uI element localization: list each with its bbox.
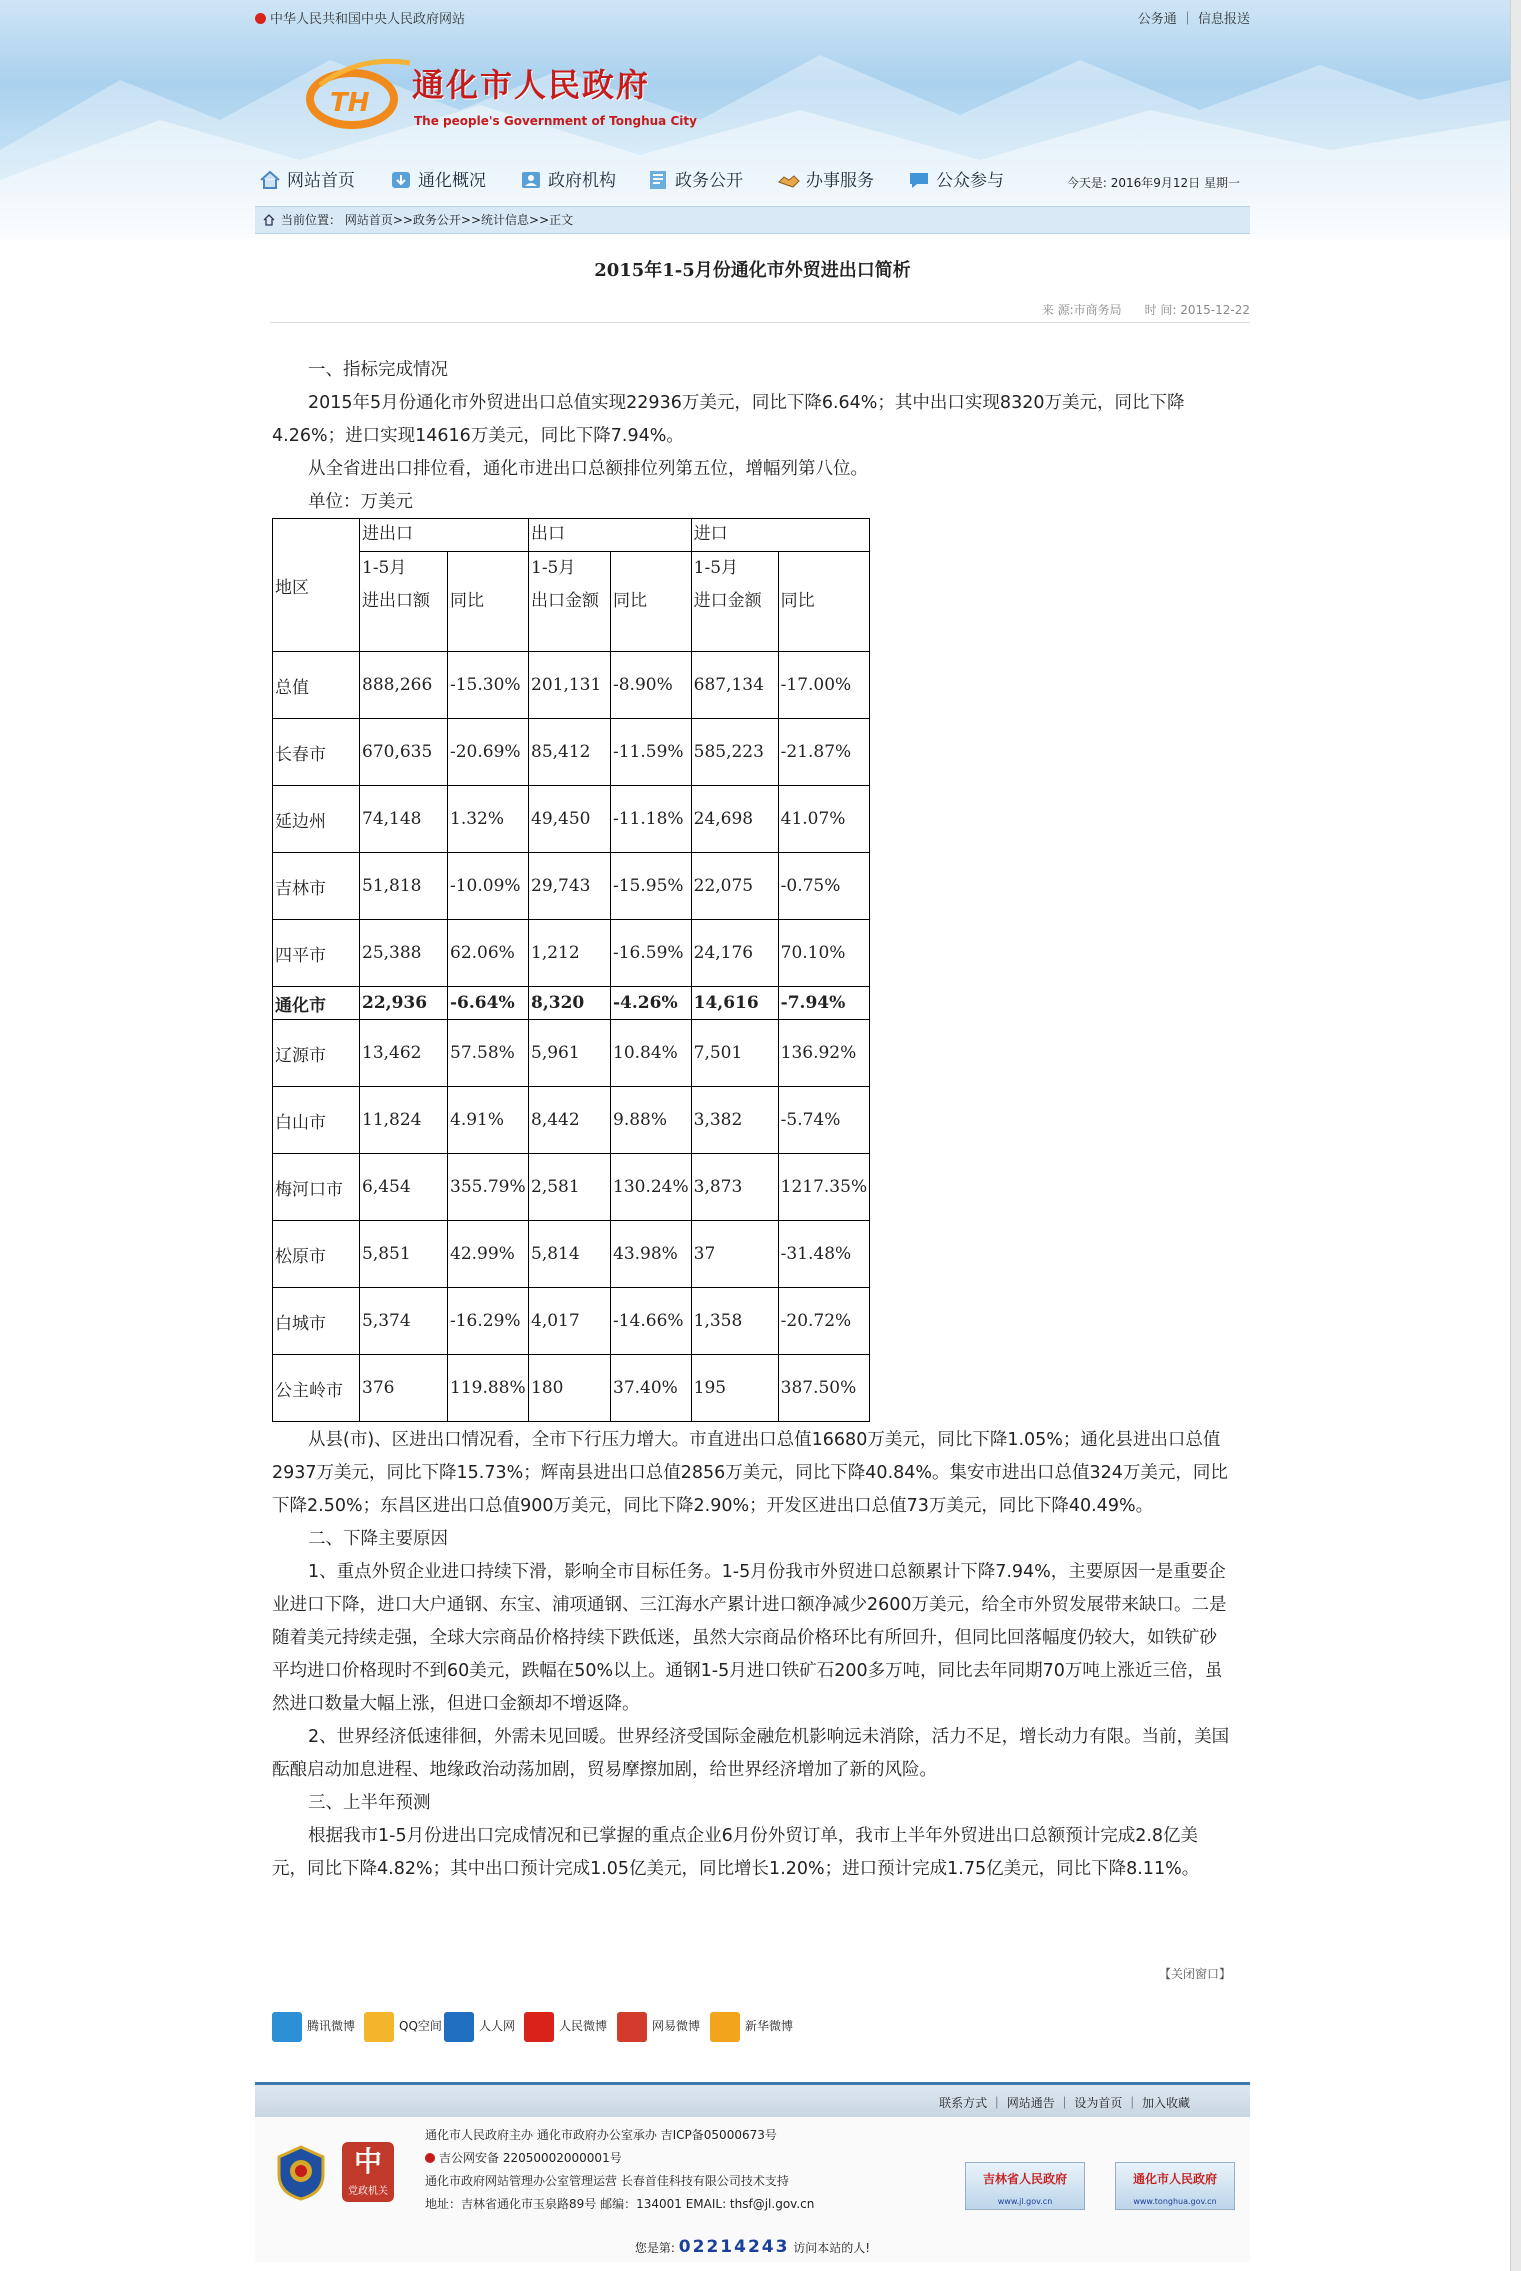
party-gov-badge[interactable] bbox=[342, 2142, 394, 2202]
table-subheader-cell: 同比 bbox=[611, 552, 692, 652]
section-heading: 二、下降主要原因 bbox=[308, 1529, 448, 1549]
home-icon bbox=[259, 170, 281, 190]
table-row bbox=[273, 786, 870, 853]
paragraph: 从全省进出口排位看，通化市进出口总额排位列第五位，增幅列第八位。 bbox=[308, 459, 868, 479]
share-label: 人人网 bbox=[479, 2019, 516, 2033]
people-weibo-icon bbox=[524, 2012, 554, 2042]
site-header bbox=[0, 0, 1510, 240]
article-time: 时 间: 2015-12-22 bbox=[1144, 303, 1250, 317]
value-cell: 6,454 bbox=[360, 1154, 448, 1221]
value-cell: 9.88% bbox=[611, 1087, 692, 1154]
value-cell: 5,961 bbox=[529, 1020, 611, 1087]
trade-table-body bbox=[273, 519, 870, 1422]
today-date: 今天是: 2016年9月12日 星期一 bbox=[1066, 176, 1240, 190]
value-cell: -6.64% bbox=[448, 987, 529, 1020]
value-cell: 57.58% bbox=[448, 1020, 529, 1087]
value-cell: 355.79% bbox=[448, 1154, 529, 1221]
share-tencent-weibo[interactable] bbox=[272, 2009, 355, 2043]
badge-emblem-icon: 中 bbox=[353, 2145, 382, 2178]
badge-label: 党政机关 bbox=[348, 2186, 388, 2197]
table-row bbox=[273, 1355, 870, 1422]
visit-count: 02214243 bbox=[678, 2237, 790, 2257]
value-cell: -5.74% bbox=[778, 1087, 869, 1154]
value-cell: 3,873 bbox=[691, 1154, 778, 1221]
paragraph: 从县(市)、区进出口情况看，全市下行压力增大。市直进出口总值16680万美元，同比下降1.05%；通化县进出口总值2937万美元，同比下降15.73%；辉南县进出口总值2856万美元，同比下降40.84%。集安市进出口总值324万美元，同比下降2.50%；东昌区进出口总值900万美元，同比下降2.90%；开发区进出口总值73万美元，同比下降40.49%。 bbox=[272, 1430, 1228, 1516]
value-cell: 387.50% bbox=[778, 1355, 869, 1422]
site-subtitle: The people's Government of Tonghua City bbox=[414, 114, 697, 128]
nav-participation[interactable] bbox=[908, 170, 1004, 192]
share-label: QQ空间 bbox=[399, 2019, 442, 2033]
qzone-star-icon bbox=[364, 2012, 394, 2042]
value-cell: 670,635 bbox=[360, 719, 448, 786]
visit-counter bbox=[255, 2237, 1250, 2257]
trade-table-wrapper bbox=[272, 518, 870, 1422]
value-cell: 376 bbox=[360, 1355, 448, 1422]
value-cell: -4.26% bbox=[611, 987, 692, 1020]
nav-overview-label: 通化概况 bbox=[418, 171, 486, 191]
value-cell: 49,450 bbox=[529, 786, 611, 853]
value-cell: 22,936 bbox=[360, 987, 448, 1020]
people-icon bbox=[520, 170, 542, 190]
value-cell: 201,131 bbox=[529, 652, 611, 719]
value-cell: 5,851 bbox=[360, 1221, 448, 1288]
nav-services[interactable] bbox=[778, 170, 874, 192]
region-cell: 延边州 bbox=[273, 786, 360, 853]
value-cell: 1,358 bbox=[691, 1288, 778, 1355]
footer-line: 吉公网安备 22050002000001号 bbox=[425, 2147, 814, 2170]
table-subheader-cell: 1-5月 进口金额 bbox=[691, 552, 778, 652]
site-footer bbox=[255, 2082, 1250, 2262]
region-cell: 白城市 bbox=[273, 1288, 360, 1355]
value-cell: 41.07% bbox=[778, 786, 869, 853]
top-right-links[interactable]: 公务通 ｜ 信息报送 bbox=[1137, 12, 1250, 27]
table-row bbox=[273, 1221, 870, 1288]
value-cell: 62.06% bbox=[448, 920, 529, 987]
share-label: 网易微博 bbox=[652, 2019, 701, 2033]
nav-home[interactable] bbox=[259, 170, 355, 192]
section-heading: 一、指标完成情况 bbox=[308, 360, 448, 380]
value-cell: -31.48% bbox=[778, 1221, 869, 1288]
share-people-weibo[interactable] bbox=[524, 2009, 607, 2043]
value-cell: 70.10% bbox=[778, 920, 869, 987]
value-cell: 24,698 bbox=[691, 786, 778, 853]
site-title: 通化市人民政府 bbox=[412, 66, 651, 104]
value-cell: 195 bbox=[691, 1355, 778, 1422]
share-label: 腾讯微博 bbox=[307, 2019, 356, 2033]
table-header-cell: 地区 bbox=[273, 519, 360, 652]
value-cell: 136.92% bbox=[778, 1020, 869, 1087]
value-cell: 43.98% bbox=[611, 1221, 692, 1288]
paragraph: 2、世界经济低速徘徊，外需未见回暖。世界经济受国际金融危机影响远未消除，活力不足，增长动力有限。当前，美国酝酿启动加息进程、地缘政治动荡加剧，贸易摩擦加剧，给世界经济增加了新的风险。 bbox=[272, 1727, 1230, 1780]
share-label: 新华微博 bbox=[745, 2019, 794, 2033]
table-header-row bbox=[273, 519, 870, 552]
visit-suffix: 访问本站的人! bbox=[793, 2241, 871, 2255]
region-cell: 公主岭市 bbox=[273, 1355, 360, 1422]
value-cell: 2,581 bbox=[529, 1154, 611, 1221]
value-cell: -11.18% bbox=[611, 786, 692, 853]
value-cell: 11,824 bbox=[360, 1087, 448, 1154]
value-cell: 3,382 bbox=[691, 1087, 778, 1154]
value-cell: 888,266 bbox=[360, 652, 448, 719]
table-subheader-cell: 同比 bbox=[448, 552, 529, 652]
visit-prefix: 您是第: bbox=[634, 2241, 675, 2255]
value-cell: 42.99% bbox=[448, 1221, 529, 1288]
share-label: 人民微博 bbox=[559, 2019, 608, 2033]
paragraph: 2015年5月份通化市外贸进出口总值实现22936万美元，同比下降6.64%；其中出口实现8320万美元，同比下降4.26%；进口实现14616万美元，同比下降7.94%。 bbox=[272, 393, 1185, 446]
main-nav bbox=[255, 166, 1250, 196]
value-cell: -16.59% bbox=[611, 920, 692, 987]
renren-icon bbox=[444, 2012, 474, 2042]
value-cell: 119.88% bbox=[448, 1355, 529, 1422]
region-cell: 吉林市 bbox=[273, 853, 360, 920]
share-netease-weibo[interactable] bbox=[617, 2009, 700, 2043]
footer-line: 地址：吉林省通化市玉泉路89号 邮编：134001 EMAIL: thsf@jl.gov.cn bbox=[425, 2197, 815, 2211]
jilin-gov-banner[interactable]: 吉林省人民政府 www.jl.gov.cn bbox=[965, 2162, 1085, 2210]
region-cell: 梅河口市 bbox=[273, 1154, 360, 1221]
table-header-cell: 进出口 bbox=[360, 519, 529, 552]
value-cell: 37 bbox=[691, 1221, 778, 1288]
value-cell: -7.94% bbox=[778, 987, 869, 1020]
value-cell: -16.29% bbox=[448, 1288, 529, 1355]
nav-public-affairs[interactable] bbox=[647, 170, 743, 192]
handshake-icon bbox=[778, 170, 800, 190]
value-cell: 1.32% bbox=[448, 786, 529, 853]
tencent-weibo-icon bbox=[272, 2012, 302, 2042]
document-icon bbox=[647, 170, 669, 190]
value-cell: 4,017 bbox=[529, 1288, 611, 1355]
value-cell: 25,388 bbox=[360, 920, 448, 987]
national-emblem-icon bbox=[255, 13, 266, 24]
article-body-bottom bbox=[272, 1424, 1232, 1886]
table-row bbox=[273, 652, 870, 719]
close-window-link[interactable]: 【关闭窗口】 bbox=[1158, 1967, 1231, 1981]
value-cell: 37.40% bbox=[611, 1355, 692, 1422]
region-cell: 总值 bbox=[273, 652, 360, 719]
table-row bbox=[273, 853, 870, 920]
region-cell: 白山市 bbox=[273, 1087, 360, 1154]
gov-link[interactable] bbox=[255, 8, 465, 27]
table-subheader-row bbox=[273, 552, 870, 652]
download-box-icon bbox=[390, 170, 412, 190]
value-cell: -15.30% bbox=[448, 652, 529, 719]
xinhua-weibo-icon bbox=[710, 2012, 740, 2042]
netease-weibo-icon bbox=[617, 2012, 647, 2042]
value-cell: -14.66% bbox=[611, 1288, 692, 1355]
value-cell: 5,374 bbox=[360, 1288, 448, 1355]
value-cell: -20.69% bbox=[448, 719, 529, 786]
value-cell: 7,501 bbox=[691, 1020, 778, 1087]
top-bar bbox=[255, 6, 1250, 28]
footer-line: 通化市人民政府主办 通化市政府办公室承办 吉ICP备05000673号 bbox=[425, 2128, 777, 2142]
trade-table bbox=[272, 518, 870, 1422]
table-row bbox=[273, 1154, 870, 1221]
region-cell: 辽源市 bbox=[273, 1020, 360, 1087]
table-subheader-cell: 1-5月 出口金额 bbox=[529, 552, 611, 652]
table-row bbox=[273, 1020, 870, 1087]
table-row bbox=[273, 987, 870, 1020]
share-renren[interactable] bbox=[444, 2009, 515, 2043]
table-header-cell: 出口 bbox=[529, 519, 692, 552]
table-row bbox=[273, 1087, 870, 1154]
region-cell: 通化市 bbox=[273, 987, 360, 1020]
police-badge-icon bbox=[275, 2145, 327, 2201]
value-cell: 180 bbox=[529, 1355, 611, 1422]
paragraph: 1、重点外贸企业进口持续下滑，影响全市目标任务。1-5月份我市外贸进口总额累计下降7.94%，主要原因一是重要企业进口下降，进口大户通钢、东宝、浦项通钢、三江海水产累计进口额净减少2600万美元，给全市外贸发展带来缺口。二是随着美元持续走强，全球大宗商品价格持续下跌低迷，虽然大宗商品价格环比有所回升，但同比回落幅度仍较大，如铁矿砂平均进口价格现时不到60美元，跌幅在50%以上。通钢1-5月进口铁矿石200多万吨，同比去年同期70万吨上涨近三倍，虽然进口数量大幅上涨，但进口金额却不增返降。 bbox=[272, 1562, 1227, 1714]
value-cell: 24,176 bbox=[691, 920, 778, 987]
value-cell: -20.72% bbox=[778, 1288, 869, 1355]
footer-bar bbox=[255, 2082, 1250, 2117]
value-cell: 14,616 bbox=[691, 987, 778, 1020]
region-cell: 四平市 bbox=[273, 920, 360, 987]
value-cell: 8,442 bbox=[529, 1087, 611, 1154]
logo-text: TH bbox=[330, 88, 370, 118]
paragraph: 根据我市1-5月份进出口完成情况和已掌握的重点企业6月份外贸订单，我市上半年外贸进出口总额预计完成2.8亿美元，同比下降4.82%；其中出口预计完成1.05亿美元，同比增长1.20%；进口预计完成1.75亿美元，同比下降8.11%。 bbox=[272, 1826, 1200, 1879]
breadcrumb-home-icon bbox=[263, 214, 275, 226]
value-cell: 4.91% bbox=[448, 1087, 529, 1154]
value-cell: -15.95% bbox=[611, 853, 692, 920]
region-cell: 长春市 bbox=[273, 719, 360, 786]
value-cell: 1217.35% bbox=[778, 1154, 869, 1221]
nav-agencies[interactable] bbox=[520, 170, 616, 192]
value-cell: 687,134 bbox=[691, 652, 778, 719]
meta-divider bbox=[270, 322, 1250, 323]
breadcrumb-text[interactable]: 当前位置： 网站首页>>政务公开>>统计信息>>正文 bbox=[281, 213, 574, 227]
nav-public-affairs-label: 政务公开 bbox=[675, 171, 743, 191]
value-cell: 85,412 bbox=[529, 719, 611, 786]
value-cell: -8.90% bbox=[611, 652, 692, 719]
value-cell: 130.24% bbox=[611, 1154, 692, 1221]
section-heading: 三、上半年预测 bbox=[308, 1793, 431, 1813]
mountain-backdrop bbox=[0, 0, 1510, 240]
breadcrumb bbox=[255, 206, 1250, 234]
nav-home-label: 网站首页 bbox=[287, 171, 355, 191]
table-row bbox=[273, 920, 870, 987]
value-cell: -11.59% bbox=[611, 719, 692, 786]
gov-link-label: 中华人民共和国中央人民政府网站 bbox=[270, 12, 466, 27]
value-cell: 74,148 bbox=[360, 786, 448, 853]
value-cell: 10.84% bbox=[611, 1020, 692, 1087]
site-logo-icon bbox=[300, 55, 420, 130]
value-cell: 22,075 bbox=[691, 853, 778, 920]
value-cell: -17.00% bbox=[778, 652, 869, 719]
chat-bubble-icon bbox=[908, 170, 930, 190]
nav-overview[interactable] bbox=[390, 170, 486, 192]
value-cell: -21.87% bbox=[778, 719, 869, 786]
window-scrollbar[interactable] bbox=[1510, 0, 1521, 2271]
value-cell: 51,818 bbox=[360, 853, 448, 920]
region-cell: 松原市 bbox=[273, 1221, 360, 1288]
nav-agencies-label: 政府机构 bbox=[548, 171, 616, 191]
police-icon bbox=[425, 2153, 435, 2163]
article-meta bbox=[1042, 301, 1250, 318]
table-subheader-cell: 同比 bbox=[778, 552, 869, 652]
value-cell: 8,320 bbox=[529, 987, 611, 1020]
nav-participation-label: 公众参与 bbox=[936, 171, 1004, 191]
table-row bbox=[273, 719, 870, 786]
footer-text bbox=[425, 2124, 814, 2216]
table-row bbox=[273, 1288, 870, 1355]
value-cell: -10.09% bbox=[448, 853, 529, 920]
value-cell: 5,814 bbox=[529, 1221, 611, 1288]
unit-label: 单位：万美元 bbox=[308, 492, 413, 512]
value-cell: 585,223 bbox=[691, 719, 778, 786]
share-xinhua-weibo[interactable] bbox=[710, 2009, 793, 2043]
article-body-top bbox=[272, 354, 1232, 519]
share-qzone[interactable] bbox=[364, 2009, 442, 2043]
value-cell: 29,743 bbox=[529, 853, 611, 920]
nav-services-label: 办事服务 bbox=[806, 171, 874, 191]
article-source: 来 源:市商务局 bbox=[1041, 303, 1122, 317]
value-cell: 13,462 bbox=[360, 1020, 448, 1087]
table-subheader-cell: 1-5月 进出口额 bbox=[360, 552, 448, 652]
table-header-cell: 进口 bbox=[691, 519, 869, 552]
value-cell: -0.75% bbox=[778, 853, 869, 920]
tonghua-gov-banner[interactable]: 通化市人民政府 www.tonghua.gov.cn bbox=[1115, 2162, 1235, 2210]
footer-line: 通化市政府网站管理办公室管理运营 长春首佳科技有限公司技术支持 bbox=[425, 2174, 789, 2188]
value-cell: 1,212 bbox=[529, 920, 611, 987]
article-title: 2015年1-5月份通化市外贸进出口简析 bbox=[594, 260, 911, 281]
footer-links[interactable]: 联系方式 ｜ 网站通告 ｜ 设为首页 ｜ 加入收藏 bbox=[939, 2096, 1190, 2110]
